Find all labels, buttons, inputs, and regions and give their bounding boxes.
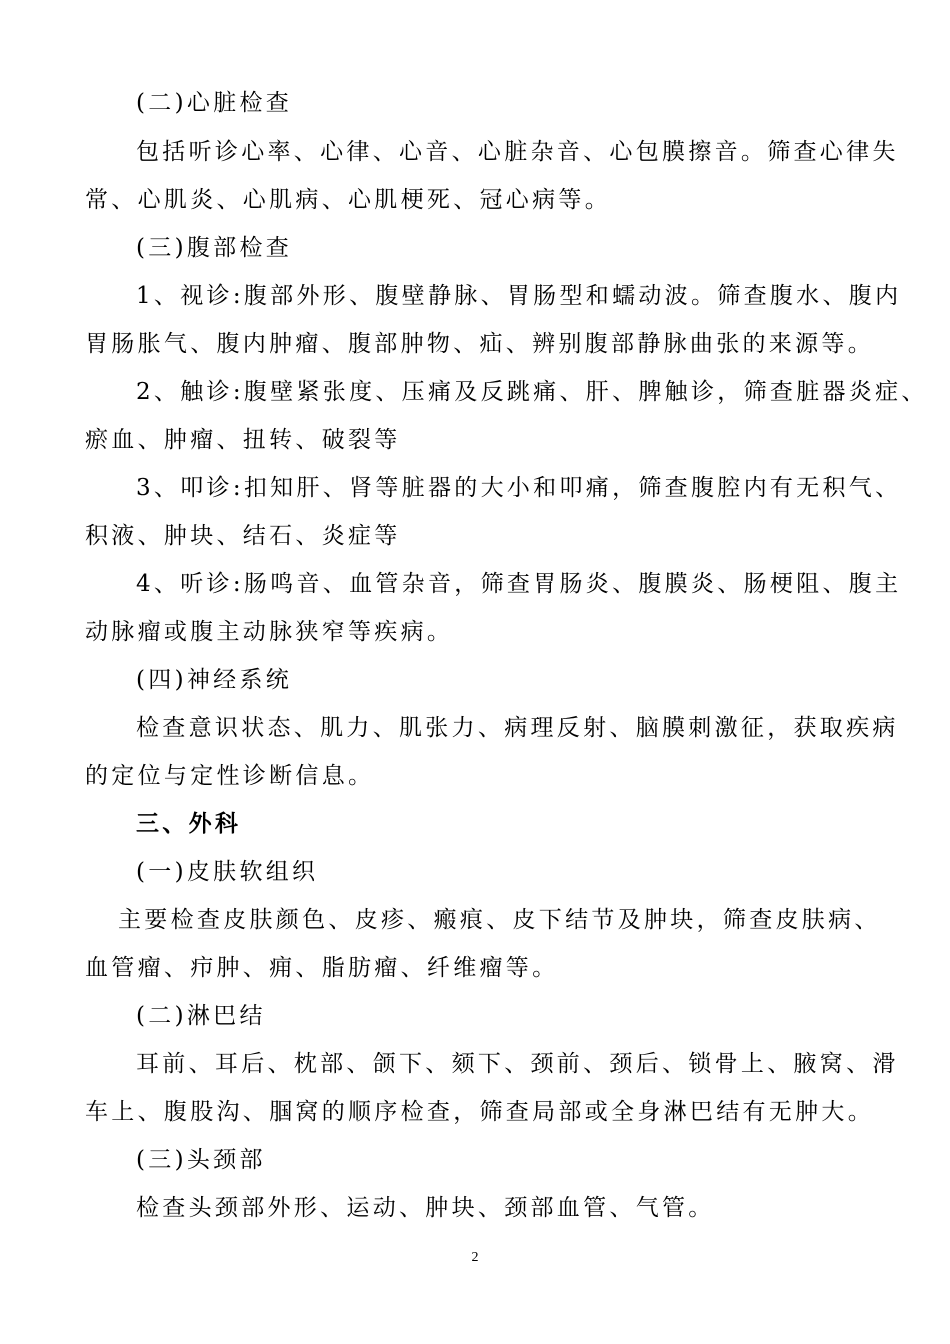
paragraph-line: 耳前、耳后、枕部、颌下、颏下、颈前、颈后、锁骨上、腋窝、滑 xyxy=(136,1051,899,1077)
paragraph-line: 1、视诊:腹部外形、腹壁静脉、胃肠型和蠕动波。筛查腹水、腹内 xyxy=(136,283,902,309)
paragraph-line: 的定位与定性诊断信息。 xyxy=(85,763,375,789)
paragraph-line: 常、心肌炎、心肌病、心肌梗死、冠心病等。 xyxy=(85,187,611,213)
paragraph-line: 4、听诊:肠鸣音、血管杂音，筛查胃肠炎、腹膜炎、肠梗阻、腹主 xyxy=(136,571,902,597)
paragraph-line: 2、触诊:腹壁紧张度、压痛及反跳痛、肝、脾触诊，筛查脏器炎症、 xyxy=(136,379,928,405)
paragraph-line: 动脉瘤或腹主动脉狭窄等疾病。 xyxy=(85,619,454,645)
paragraph-line: 3、叩诊:扣知肝、肾等脏器的大小和叩痛，筛查腹腔内有无积气、 xyxy=(136,475,902,501)
paragraph-line: 检查头颈部外形、运动、肿块、颈部血管、气管。 xyxy=(136,1195,715,1221)
paragraph-line: 主要检查皮肤颜色、皮疹、瘢痕、皮下结节及肿块，筛查皮肤病、 xyxy=(118,907,881,933)
paragraph-line: 积液、肿块、结石、炎症等 xyxy=(85,523,401,549)
paragraph-line: 检查意识状态、肌力、肌张力、病理反射、脑膜刺激征，获取疾病 xyxy=(136,715,899,741)
paragraph-line: 瘀血、肿瘤、扭转、破裂等 xyxy=(85,427,401,453)
paragraph-line: 胃肠胀气、腹内肿瘤、腹部肿物、疝、辨别腹部静脉曲张的来源等。 xyxy=(85,331,874,357)
paragraph-line: 血管瘤、疖肿、痈、脂肪瘤、纤维瘤等。 xyxy=(85,955,559,981)
heading-head-neck: (三)头颈部 xyxy=(136,1147,266,1173)
heading-lymph-nodes: (二)淋巴结 xyxy=(136,1003,266,1029)
section-heading-surgery: 三、外科 xyxy=(136,810,242,837)
heading-heart-exam: (二)心脏检查 xyxy=(136,90,293,116)
paragraph-line: 车上、腹股沟、腘窝的顺序检查，筛查局部或全身淋巴结有无肿大。 xyxy=(85,1099,874,1125)
paragraph-line: 包括听诊心率、心律、心音、心脏杂音、心包膜擦音。筛查心律失 xyxy=(136,139,899,165)
page-number: 2 xyxy=(471,1250,479,1265)
heading-abdomen-exam: (三)腹部检查 xyxy=(136,235,293,261)
heading-skin-soft-tissue: (一)皮肤软组织 xyxy=(136,859,319,885)
heading-nervous-system: (四)神经系统 xyxy=(136,667,293,693)
